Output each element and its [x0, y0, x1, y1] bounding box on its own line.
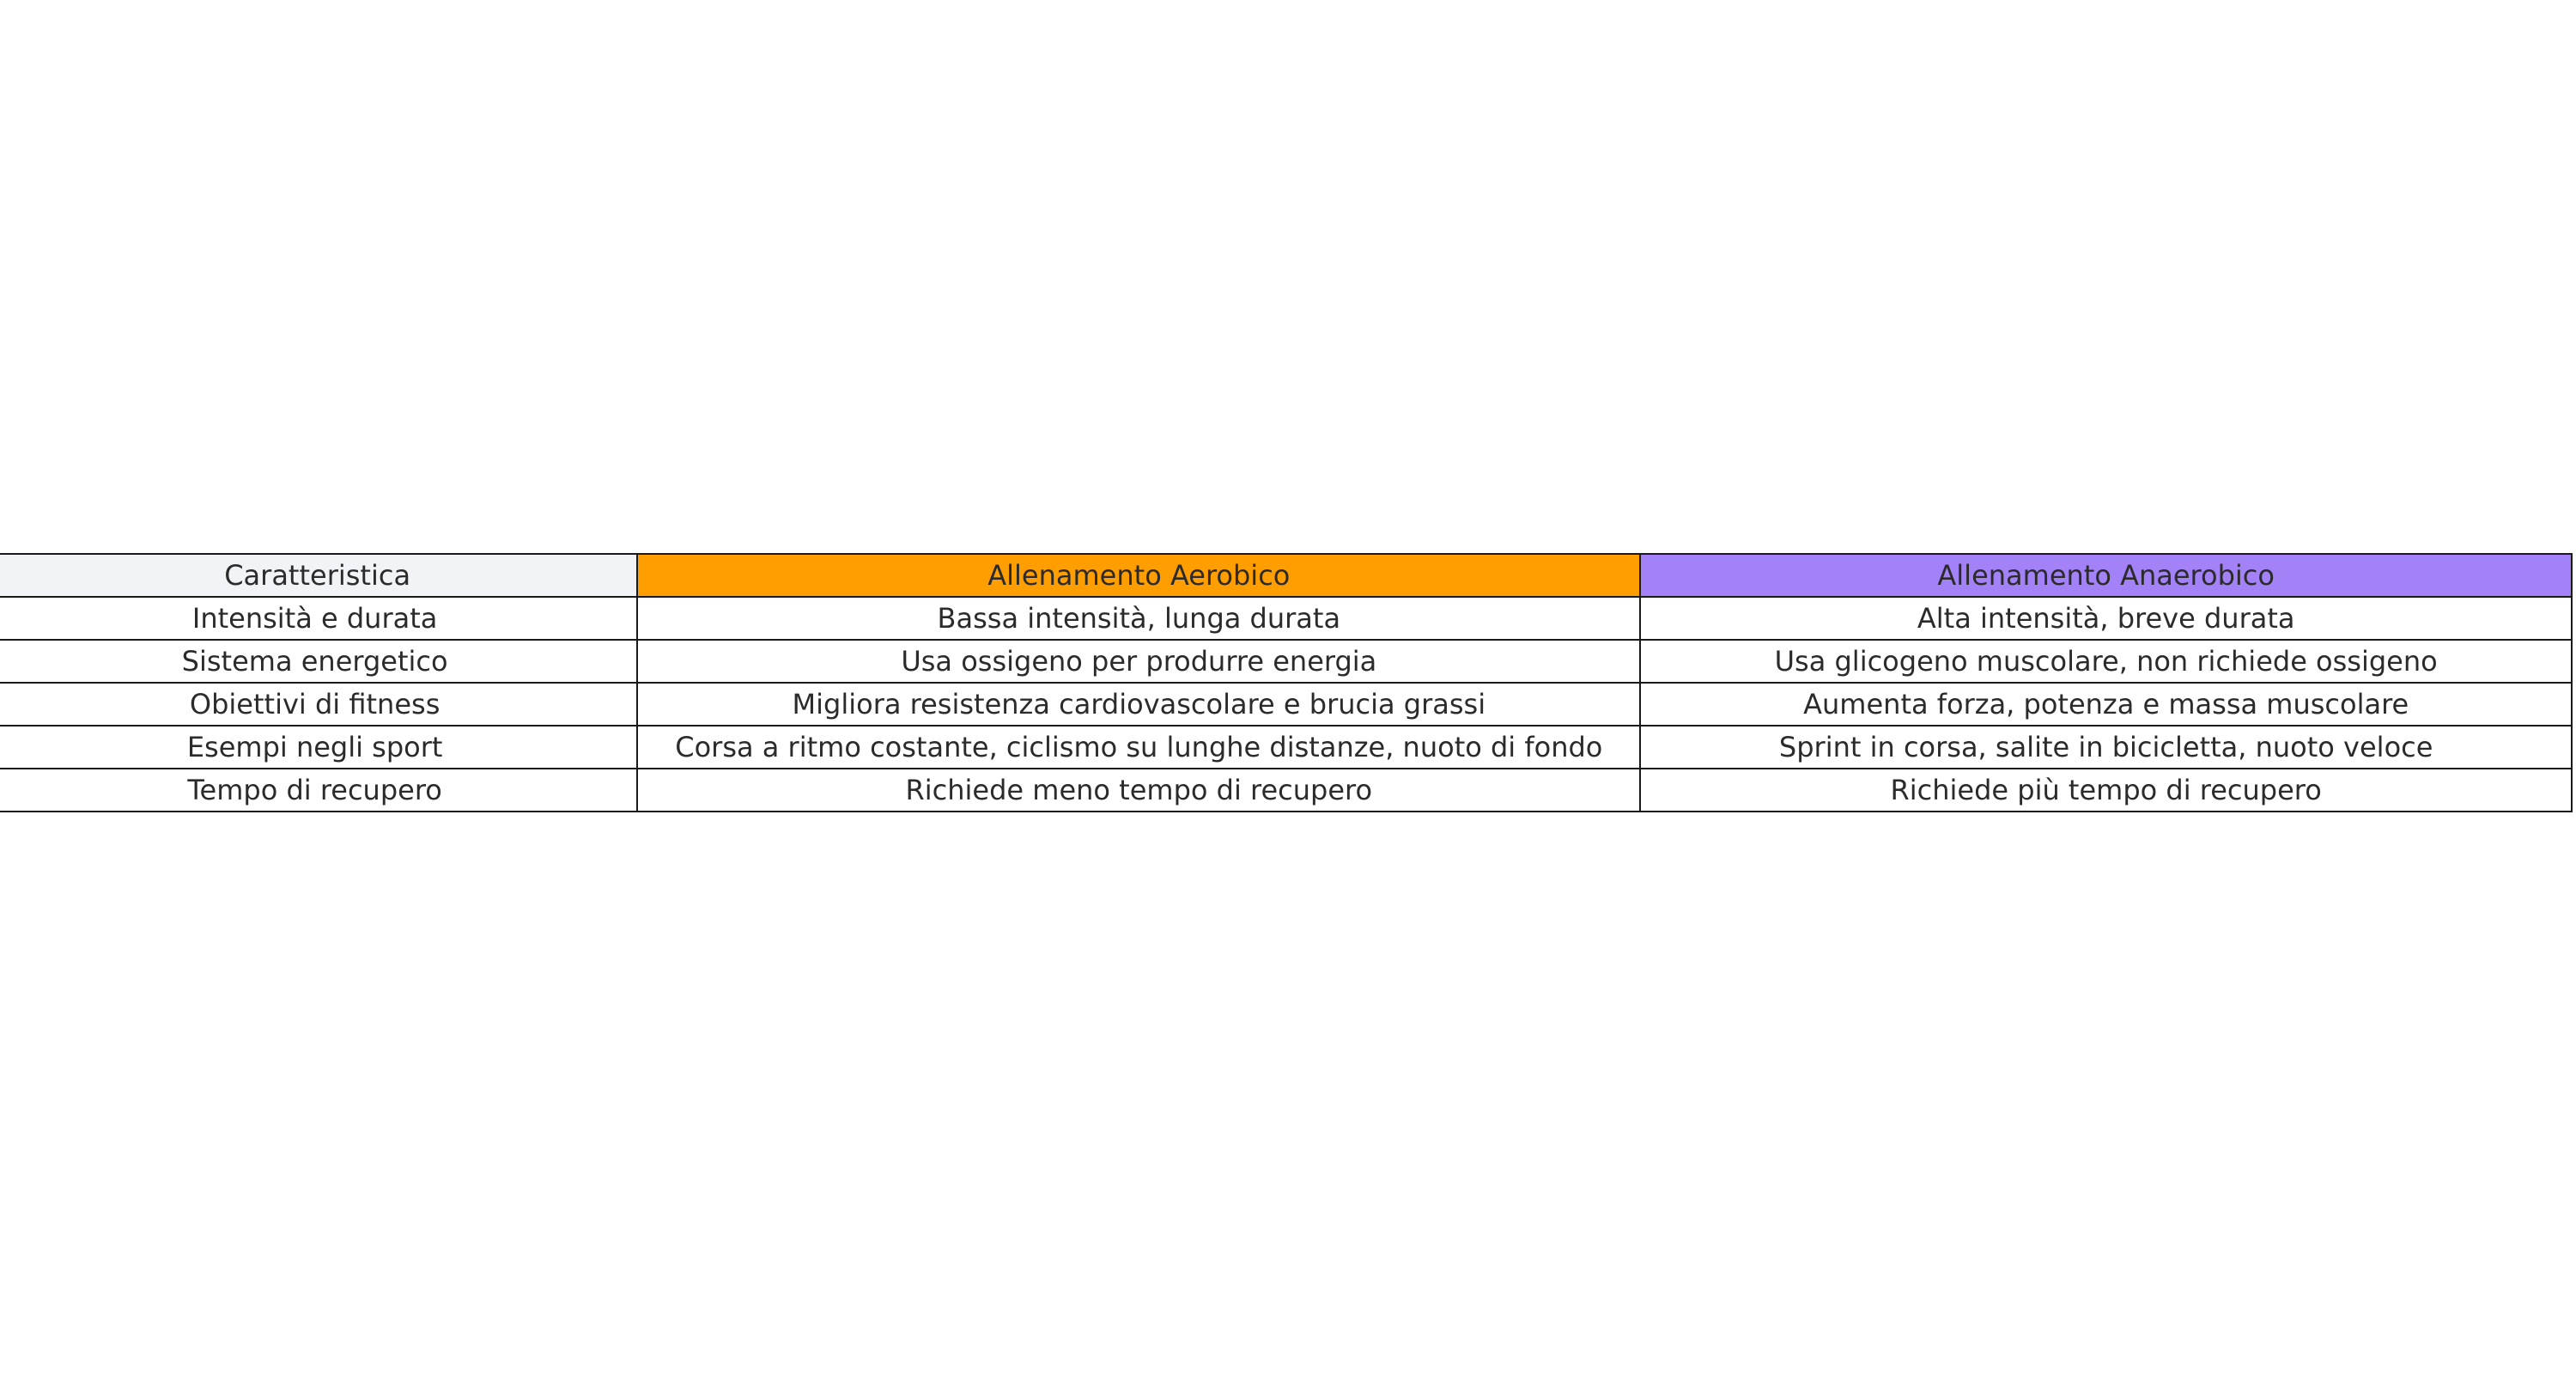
table-cell: Alta intensità, breve durata	[1640, 597, 2572, 640]
table-cell: Corsa a ritmo costante, ciclismo su lunghe distanze, nuoto di fondo	[637, 726, 1640, 769]
table-cell: Obiettivi di fitness	[0, 683, 637, 726]
header-cell-caratteristica: Caratteristica	[0, 554, 637, 597]
table-row	[0, 640, 2572, 683]
header-cell-anaerobico: Allenamento Anaerobico	[1640, 554, 2572, 597]
table-row	[0, 597, 2572, 640]
table-cell: Migliora resistenza cardiovascolare e brucia grassi	[637, 683, 1640, 726]
table-header-row	[0, 554, 2572, 597]
table-cell: Usa glicogeno muscolare, non richiede ossigeno	[1640, 640, 2572, 683]
table-cell: Sprint in corsa, salite in bicicletta, nuoto veloce	[1640, 726, 2572, 769]
table-cell: Usa ossigeno per produrre energia	[637, 640, 1640, 683]
table-cell: Intensità e durata	[0, 597, 637, 640]
comparison-table	[0, 553, 2573, 812]
header-cell-aerobico: Allenamento Aerobico	[637, 554, 1640, 597]
table-cell: Sistema energetico	[0, 640, 637, 683]
table-row	[0, 683, 2572, 726]
table-row	[0, 769, 2572, 812]
table-cell: Richiede più tempo di recupero	[1640, 769, 2572, 812]
table-cell: Tempo di recupero	[0, 769, 637, 812]
table-cell: Richiede meno tempo di recupero	[637, 769, 1640, 812]
table-cell: Esempi negli sport	[0, 726, 637, 769]
table-row	[0, 726, 2572, 769]
table-cell: Bassa intensità, lunga durata	[637, 597, 1640, 640]
table-cell: Aumenta forza, potenza e massa muscolare	[1640, 683, 2572, 726]
